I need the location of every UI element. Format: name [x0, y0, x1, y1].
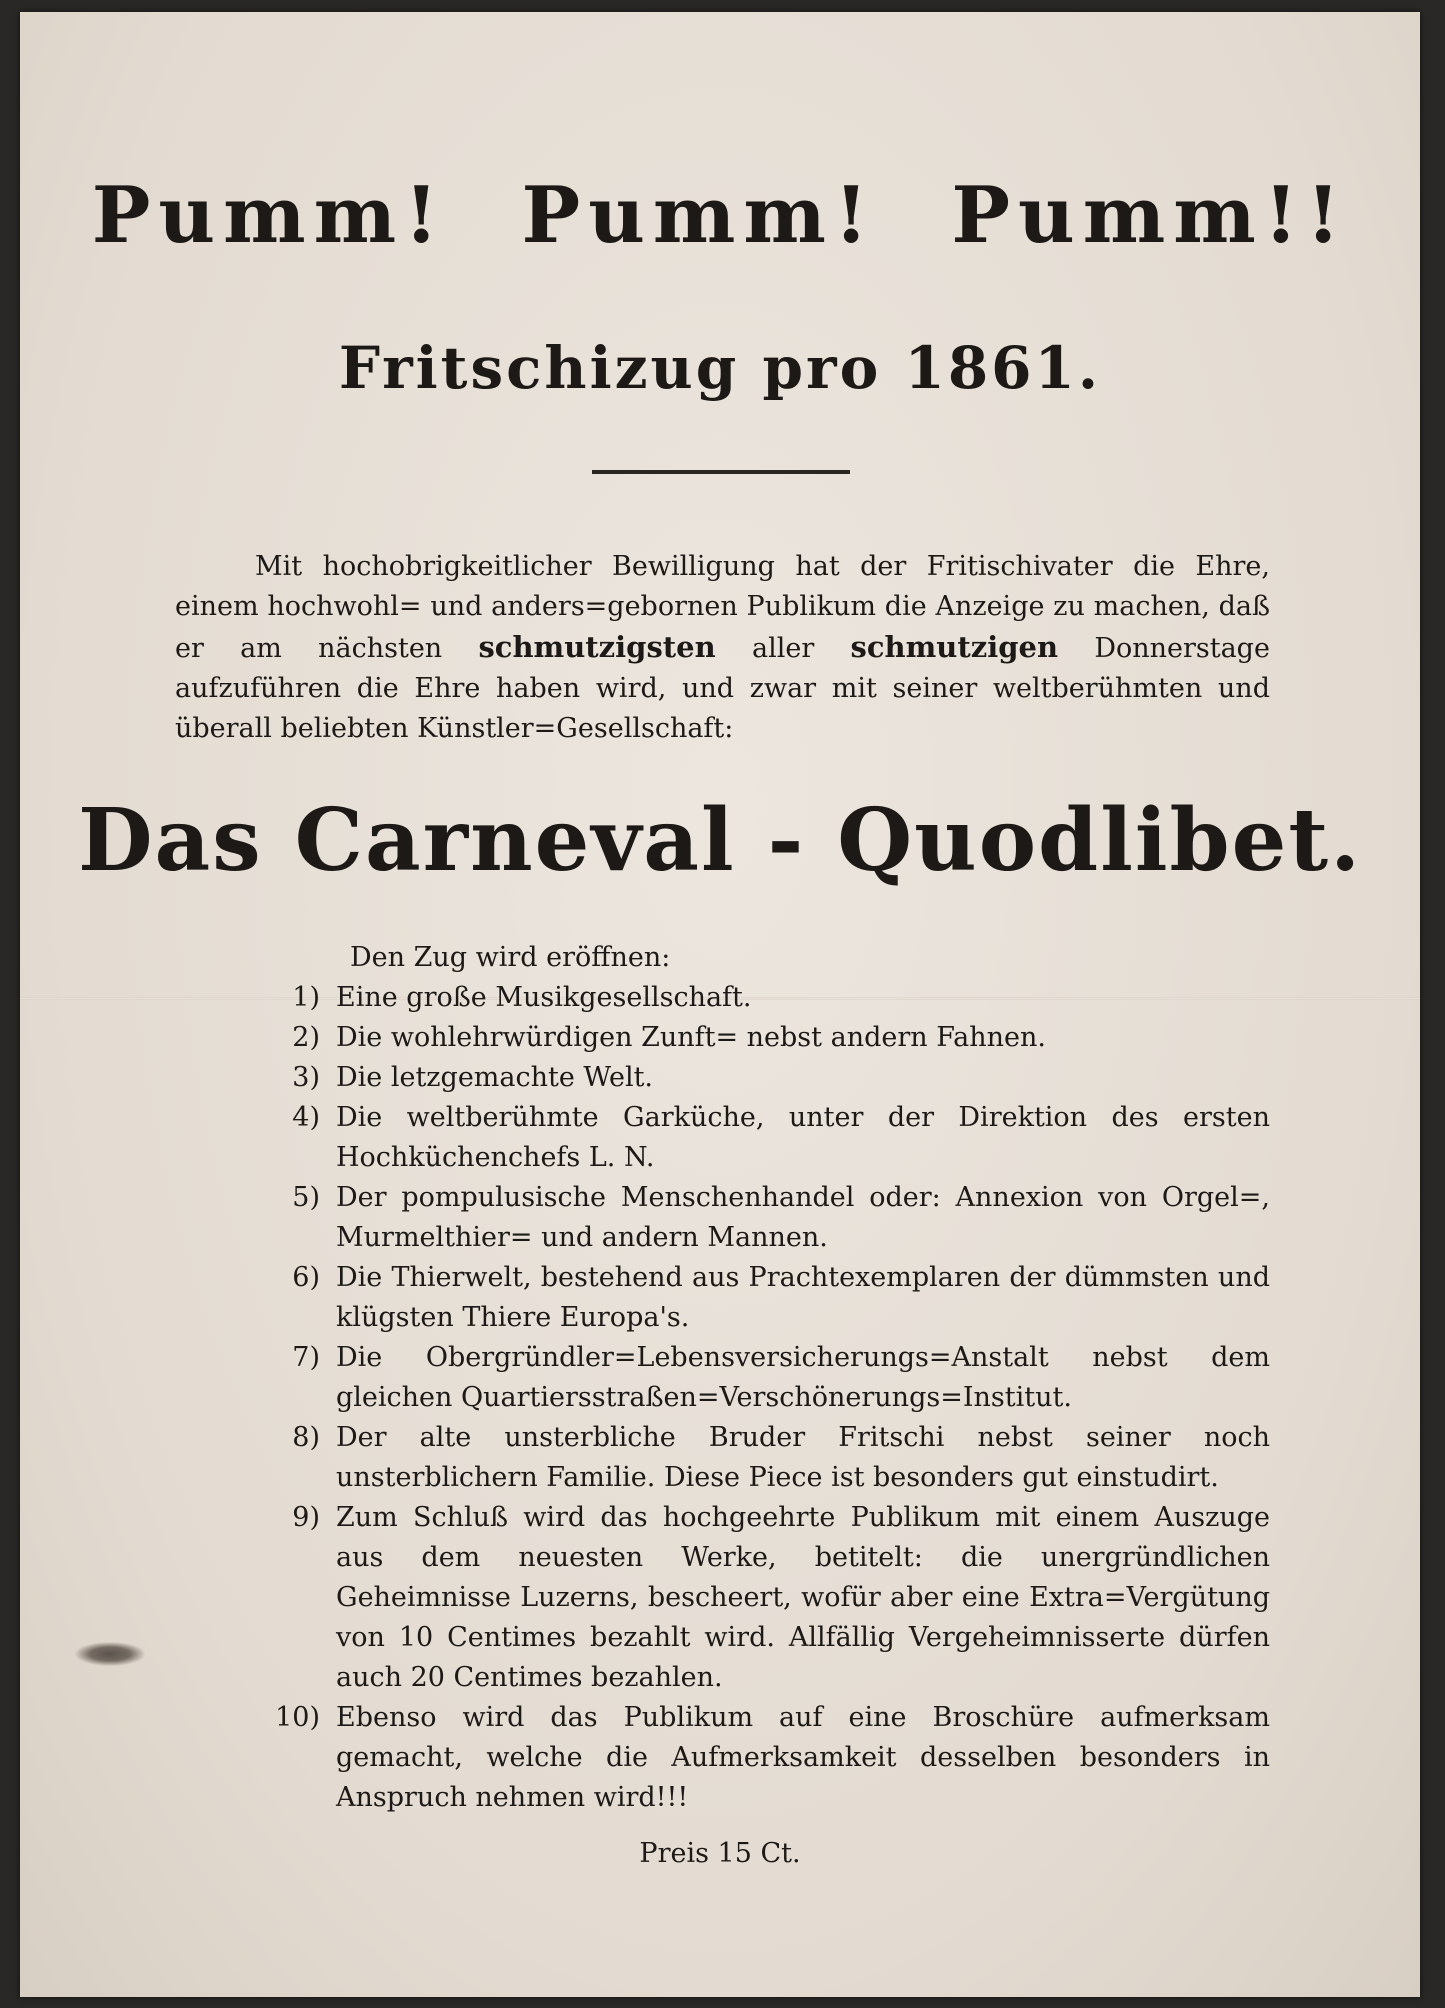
- divider-rule: [592, 470, 850, 474]
- item-text: Die letzgemachte Welt.: [336, 1062, 654, 1093]
- intro-bold-2: schmutzigen: [850, 630, 1059, 664]
- item-text: Zum Schluß wird das hochgeehrte Publikum mit einem Auszuge aus dem neuesten Werke, betitelt: die unergründlichen Geheimnisse Luzerns, bescheert, wofür aber eine Extra=Vergütung von 10 Centimes bezahlt wird. Allfällig Vergeheimnisserte dürfen auch 20 Centimes bezahlen.: [336, 1502, 1270, 1693]
- item-text: Eine große Musikgesellschaft.: [336, 982, 752, 1013]
- procession-list: [220, 978, 1270, 1818]
- list-item: [220, 1498, 1270, 1698]
- list-item: [220, 1418, 1270, 1498]
- item-text: Ebenso wird das Publikum auf eine Broschüre aufmerksam gemacht, welche die Aufmerksamkeit desselben besonders in Anspruch nehmen wird!!!: [336, 1702, 1270, 1813]
- list-item: [220, 1698, 1270, 1818]
- item-text: Die Obergründler=Lebensversicherungs=Anstalt nebst dem gleichen Quartiersstraßen=Verschönerungs=Institut.: [336, 1342, 1270, 1413]
- item-number: 8): [292, 1422, 320, 1453]
- intro-text-2: aller: [751, 633, 815, 664]
- main-title: Das Carneval - Quodlibet.: [77, 790, 1363, 891]
- list-item: [220, 1258, 1270, 1338]
- item-number: 6): [292, 1262, 320, 1293]
- list-item: [220, 1098, 1270, 1178]
- ink-stain: [75, 1642, 145, 1666]
- item-number: 4): [292, 1102, 320, 1133]
- item-text: Die Thierwelt, bestehend aus Prachtexemplaren der dümmsten und klügsten Thiere Europa's.: [336, 1262, 1270, 1333]
- intro-text-1: Mit hochobrigkeitlicher Bewilligung hat der Fritischivater die Ehre, einem hochwohl= und anders=gebornen Publikum die Anzeige zu machen, daß er am nächsten: [175, 551, 1270, 664]
- intro-bold-1: schmutzigsten: [478, 630, 716, 664]
- item-number: 10): [275, 1702, 320, 1733]
- intro-paragraph: [175, 547, 1270, 749]
- price: Preis 15 Ct.: [639, 1838, 801, 1869]
- item-text: Die weltberühmte Garküche, unter der Direktion des ersten Hochküchenchefs L. N.: [336, 1102, 1270, 1173]
- item-number: 2): [292, 1022, 320, 1053]
- item-number: 9): [292, 1502, 320, 1533]
- item-number: 3): [292, 1062, 320, 1093]
- procession-lead: Den Zug wird eröffnen:: [350, 942, 671, 973]
- item-text: Die wohlehrwürdigen Zunft= nebst andern Fahnen.: [336, 1022, 1046, 1053]
- item-text: Der pompulusische Menschenhandel oder: Annexion von Orgel=, Murmelthier= und andern Mannen.: [336, 1182, 1270, 1253]
- item-number: 7): [292, 1342, 320, 1373]
- subheadline: Fritschizug pro 1861.: [338, 334, 1102, 402]
- list-item: [220, 1058, 1270, 1098]
- list-item: [220, 1018, 1270, 1058]
- paper-sheet: [20, 12, 1420, 1997]
- list-item: [220, 978, 1270, 1018]
- intro-text-3: Donnerstage aufzuführen die Ehre haben wird, und zwar mit seiner weltberühmten und überall beliebten Künstler=Gesellschaft:: [175, 633, 1270, 744]
- item-number: 5): [292, 1182, 320, 1213]
- list-item: [220, 1178, 1270, 1258]
- headline: Pumm! Pumm! Pumm!!: [91, 170, 1349, 261]
- item-text: Der alte unsterbliche Bruder Fritschi nebst seiner noch unsterblichern Familie. Diese Piece ist besonders gut einstudirt.: [336, 1422, 1270, 1493]
- item-number: 1): [292, 982, 320, 1013]
- list-item: [220, 1338, 1270, 1418]
